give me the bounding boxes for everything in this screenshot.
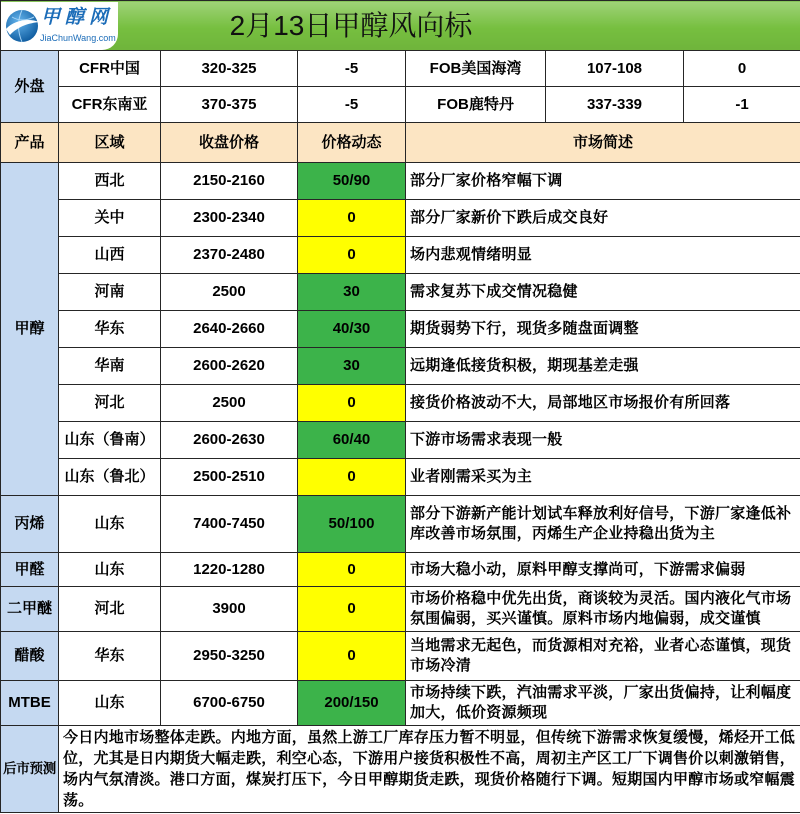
- overseas-change: -5: [298, 51, 406, 87]
- price-change-cell: 200/150: [298, 681, 406, 726]
- region-cell: 西北: [59, 163, 161, 200]
- market-summary-cell: 市场价格稳中优先出货，商谈较为灵活。国内液化气市场氛围偏弱，买兴谨慎。原料市场内地偏弱，成交谨慎: [406, 587, 800, 632]
- price-change-cell: 0: [298, 385, 406, 422]
- region-cell: 河南: [59, 274, 161, 311]
- methanol-row: [1, 459, 800, 496]
- region-cell: 华东: [59, 311, 161, 348]
- product-row-mtbe: [1, 681, 800, 726]
- column-header-close-price: 收盘价格: [161, 123, 298, 163]
- market-summary-cell: 下游市场需求表现一般: [406, 422, 800, 459]
- logo-domain: JiaChunWang.com: [40, 32, 116, 43]
- close-price-cell: 6700-6750: [161, 681, 298, 726]
- product-label-cell: MTBE: [1, 681, 59, 726]
- overseas-label: 外盘: [1, 51, 59, 123]
- product-label-cell: 醋酸: [1, 632, 59, 681]
- market-summary-cell: 期货弱势下行，现货多随盘面调整: [406, 311, 800, 348]
- overseas-market: CFR东南亚: [59, 87, 161, 123]
- methanol-row: [1, 237, 800, 274]
- close-price-cell: 2370-2480: [161, 237, 298, 274]
- region-cell: 关中: [59, 200, 161, 237]
- price-change-cell: 50/100: [298, 496, 406, 553]
- price-change-cell: 0: [298, 459, 406, 496]
- close-price-cell: 2500-2510: [161, 459, 298, 496]
- price-change-cell: 40/30: [298, 311, 406, 348]
- column-header-price-change: 价格动态: [298, 123, 406, 163]
- column-header-product: 产品: [1, 123, 59, 163]
- region-cell: 山东（鲁北）: [59, 459, 161, 496]
- price-change-cell: 0: [298, 553, 406, 587]
- overseas-market: FOB美国海湾: [406, 51, 546, 87]
- forecast-text: 今日内地市场整体走跌。内地方面，虽然上游工厂库存压力暂不明显，但传统下游需求恢复缓慢，烯烃开工低位，尤其是日内期货大幅走跌，利空心态，下游用户接货积极性不高，周初主产区工厂下调售价以刺激销售，场内气氛清淡。港口方面，煤炭打压下，今日甲醇期货走跌，现货价格随行下调。短期国内甲醇市场或窄幅震荡。: [59, 726, 800, 813]
- price-change-cell: 50/90: [298, 163, 406, 200]
- page-title: 2月13日甲醇风向标: [229, 9, 473, 41]
- overseas-market: CFR中国: [59, 51, 161, 87]
- logo-name: 甲醇网: [41, 6, 114, 28]
- price-change-cell: 0: [298, 200, 406, 237]
- close-price-cell: 2950-3250: [161, 632, 298, 681]
- market-summary-cell: 部分下游新产能计划试车释放利好信号，下游厂家逢低补库改善市场氛围，丙烯生产企业持稳出货为主: [406, 496, 800, 553]
- product-label-cell: 二甲醚: [1, 587, 59, 632]
- close-price-cell: 2640-2660: [161, 311, 298, 348]
- title-row: [1, 1, 800, 51]
- overseas-row: [1, 87, 800, 123]
- region-cell: 山东（鲁南）: [59, 422, 161, 459]
- price-change-cell: 0: [298, 587, 406, 632]
- region-cell: 山东: [59, 496, 161, 553]
- market-summary-cell: 接货价格波动不大，局部地区市场报价有所回落: [406, 385, 800, 422]
- product-label-cell: 丙烯: [1, 496, 59, 553]
- close-price-cell: 2500: [161, 385, 298, 422]
- product-row-dme: [1, 587, 800, 632]
- market-summary-cell: 场内悲观情绪明显: [406, 237, 800, 274]
- methanol-row: [1, 422, 800, 459]
- overseas-row: [1, 51, 800, 87]
- close-price-cell: 1220-1280: [161, 553, 298, 587]
- region-cell: 河北: [59, 385, 161, 422]
- price-change-cell: 60/40: [298, 422, 406, 459]
- column-header-summary: 市场简述: [406, 123, 800, 163]
- methanol-row: [1, 200, 800, 237]
- overseas-price: 107-108: [546, 51, 684, 87]
- overseas-price: 337-339: [546, 87, 684, 123]
- market-summary-cell: 部分厂家新价下跌后成交良好: [406, 200, 800, 237]
- price-change-cell: 0: [298, 237, 406, 274]
- close-price-cell: 7400-7450: [161, 496, 298, 553]
- region-cell: 山东: [59, 553, 161, 587]
- region-cell: 山西: [59, 237, 161, 274]
- title-bar: [1, 1, 800, 51]
- column-header-row: [1, 123, 800, 163]
- close-price-cell: 2600-2630: [161, 422, 298, 459]
- product-row-formaldehyde: [1, 553, 800, 587]
- product-label-cell: 甲醛: [1, 553, 59, 587]
- forecast-label: 后市预测: [1, 726, 59, 813]
- methanol-row: [1, 385, 800, 422]
- price-change-cell: 30: [298, 348, 406, 385]
- product-label-methanol: 甲醇: [1, 163, 59, 496]
- price-change-cell: 30: [298, 274, 406, 311]
- market-summary-cell: 业者刚需采买为主: [406, 459, 800, 496]
- column-header-region: 区域: [59, 123, 161, 163]
- market-summary-cell: 市场大稳小动，原料甲醇支撑尚可，下游需求偏弱: [406, 553, 800, 587]
- close-price-cell: 2150-2160: [161, 163, 298, 200]
- close-price-cell: 2300-2340: [161, 200, 298, 237]
- close-price-cell: 2500: [161, 274, 298, 311]
- globe-icon: [4, 8, 40, 44]
- region-cell: 华南: [59, 348, 161, 385]
- market-summary-cell: 当地需求无起色，而货源相对充裕，业者心态谨慎，现货市场冷清: [406, 632, 800, 681]
- product-row-propylene: [1, 496, 800, 553]
- overseas-price: 320-325: [161, 51, 298, 87]
- forecast-row: [1, 726, 800, 813]
- region-cell: 华东: [59, 632, 161, 681]
- price-change-cell: 0: [298, 632, 406, 681]
- methanol-row: [1, 163, 800, 200]
- market-summary-cell: 需求复苏下成交情况稳健: [406, 274, 800, 311]
- product-row-acetic-acid: [1, 632, 800, 681]
- methanol-row: [1, 348, 800, 385]
- region-cell: 河北: [59, 587, 161, 632]
- title-wrap: [1, 2, 799, 50]
- methanol-row: [1, 311, 800, 348]
- market-summary-cell: 远期逢低接货积极，期现基差走强: [406, 348, 800, 385]
- market-summary-cell: 部分厂家价格窄幅下调: [406, 163, 800, 200]
- overseas-change: -5: [298, 87, 406, 123]
- methanol-row: [1, 274, 800, 311]
- overseas-market: FOB鹿特丹: [406, 87, 546, 123]
- market-summary-cell: 市场持续下跌，汽油需求平淡，厂家出货偏持，让利幅度加大，低价资源频现: [406, 681, 800, 726]
- close-price-cell: 3900: [161, 587, 298, 632]
- site-logo: [1, 2, 118, 50]
- overseas-change: -1: [684, 87, 800, 123]
- close-price-cell: 2600-2620: [161, 348, 298, 385]
- region-cell: 山东: [59, 681, 161, 726]
- overseas-change: 0: [684, 51, 800, 87]
- overseas-price: 370-375: [161, 87, 298, 123]
